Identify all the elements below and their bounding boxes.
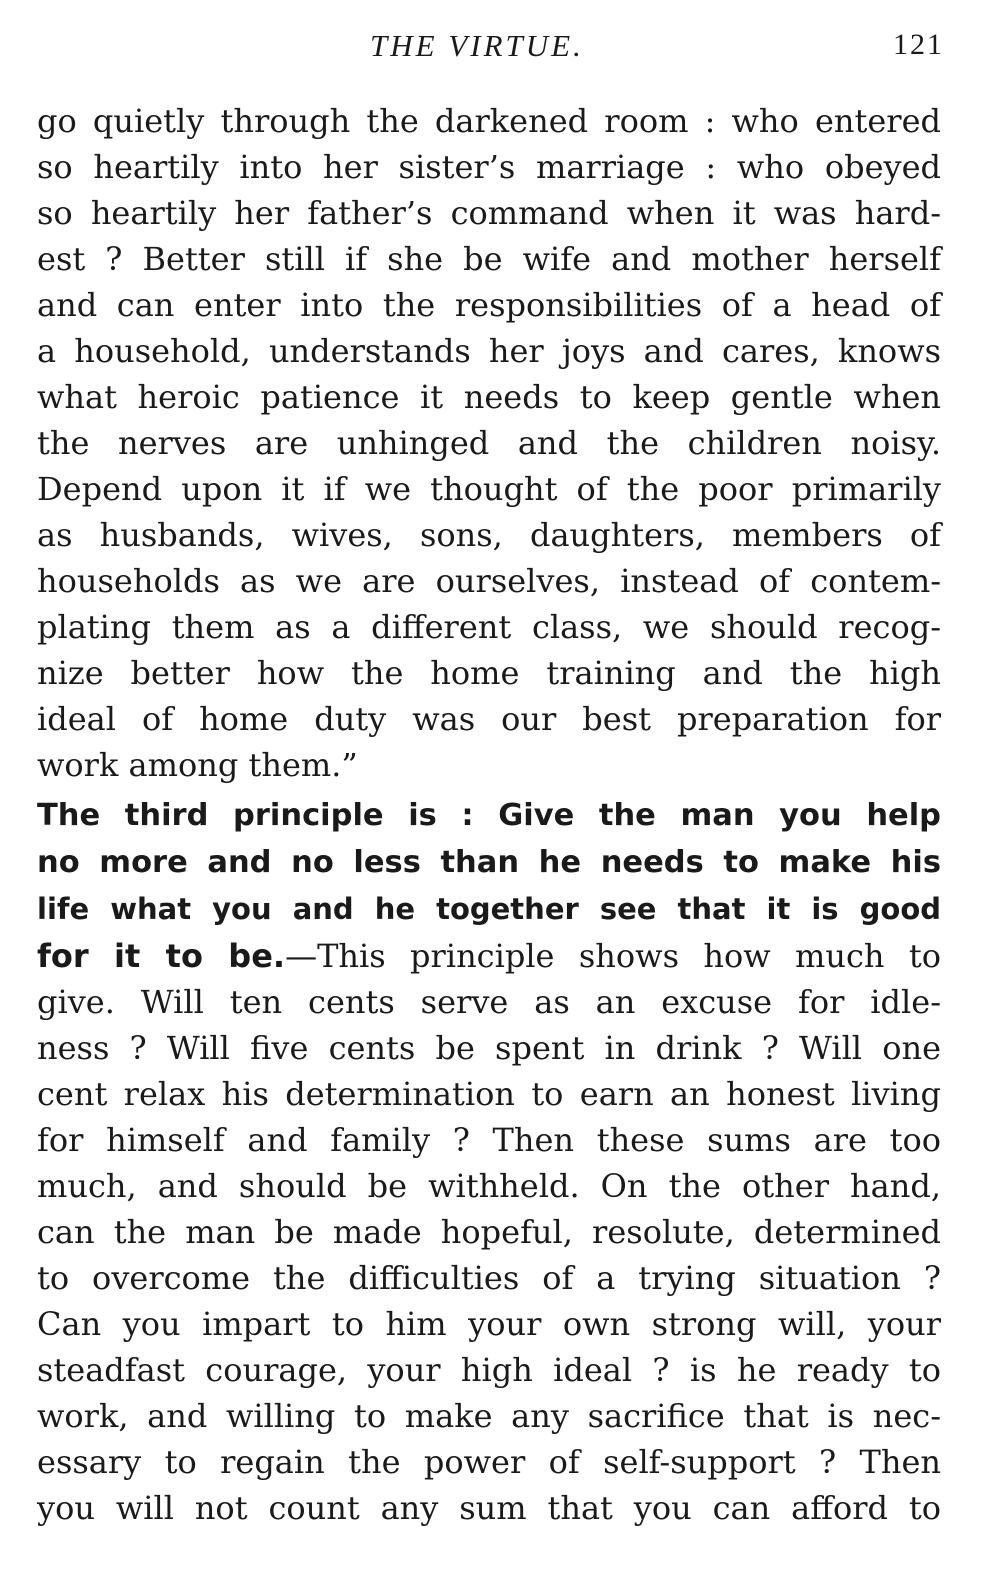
text-line: essary to regain the power of self-support ? Then bbox=[37, 1443, 941, 1481]
text-line: steadfast courage, your high ideal ? is he ready to bbox=[37, 1351, 941, 1389]
running-title: THE VIRTUE. bbox=[370, 28, 584, 63]
page-number: 121 bbox=[893, 28, 944, 61]
principle-heading-end: for it to be. bbox=[37, 937, 286, 975]
text-line: so heartily into her sister’s marriage : who obeyed bbox=[37, 148, 941, 186]
text-line: go quietly through the darkened room : who entered bbox=[37, 102, 941, 140]
page-header bbox=[0, 28, 1000, 78]
text-line: for himself and family ? Then these sums are too bbox=[37, 1121, 941, 1159]
text-line: households as we are ourselves, instead of contem- bbox=[37, 562, 941, 600]
text-line: give. Will ten cents serve as an excuse for idle- bbox=[37, 983, 941, 1021]
text-line: and can enter into the responsibilities of a head of bbox=[37, 286, 941, 324]
text-line: Depend upon it if we thought of the poor primarily bbox=[37, 470, 941, 508]
text-line: ness ? Will five cents be spent in drink ? Will one bbox=[37, 1029, 941, 1067]
text-run: —This principle shows how much to bbox=[285, 937, 942, 975]
text-line: plating them as a different class, we should recog- bbox=[37, 608, 941, 646]
text-line: a household, understands her joys and cares, knows bbox=[37, 332, 941, 370]
text-line: as husbands, wives, sons, daughters, members of bbox=[37, 516, 941, 554]
text-line: can the man be made hopeful, resolute, determined bbox=[37, 1213, 941, 1251]
text-line: work, and willing to make any sacrifice that is nec- bbox=[37, 1397, 941, 1435]
text-line bbox=[37, 933, 941, 979]
page-body bbox=[37, 98, 941, 1531]
text-line: what heroic patience it needs to keep gentle when bbox=[37, 378, 941, 416]
text-line: work among them.” bbox=[37, 746, 358, 784]
text-line: so heartily her father’s command when it was hard- bbox=[37, 194, 941, 232]
principle-heading-line: life what you and he together see that it is good bbox=[37, 892, 941, 926]
text-line: est ? Better still if she be wife and mother herself bbox=[37, 240, 941, 278]
text-line: the nerves are unhinged and the children noisy. bbox=[37, 424, 941, 462]
paragraph-2 bbox=[37, 792, 941, 1531]
paragraph-1 bbox=[37, 98, 941, 788]
text-line: ideal of home duty was our best preparation for bbox=[37, 700, 941, 738]
text-line: you will not count any sum that you can afford to bbox=[37, 1489, 941, 1527]
text-line: to overcome the difficulties of a trying situation ? bbox=[37, 1259, 941, 1297]
text-line: nize better how the home training and the high bbox=[37, 654, 941, 692]
principle-heading-line: no more and no less than he needs to make his bbox=[37, 845, 941, 880]
text-line: cent relax his determination to earn an honest living bbox=[37, 1075, 941, 1113]
text-line: much, and should be withheld. On the other hand, bbox=[37, 1167, 941, 1205]
text-line: Can you impart to him your own strong will, your bbox=[37, 1305, 941, 1343]
principle-heading-line: The third principle is : Give the man you help bbox=[37, 798, 941, 833]
